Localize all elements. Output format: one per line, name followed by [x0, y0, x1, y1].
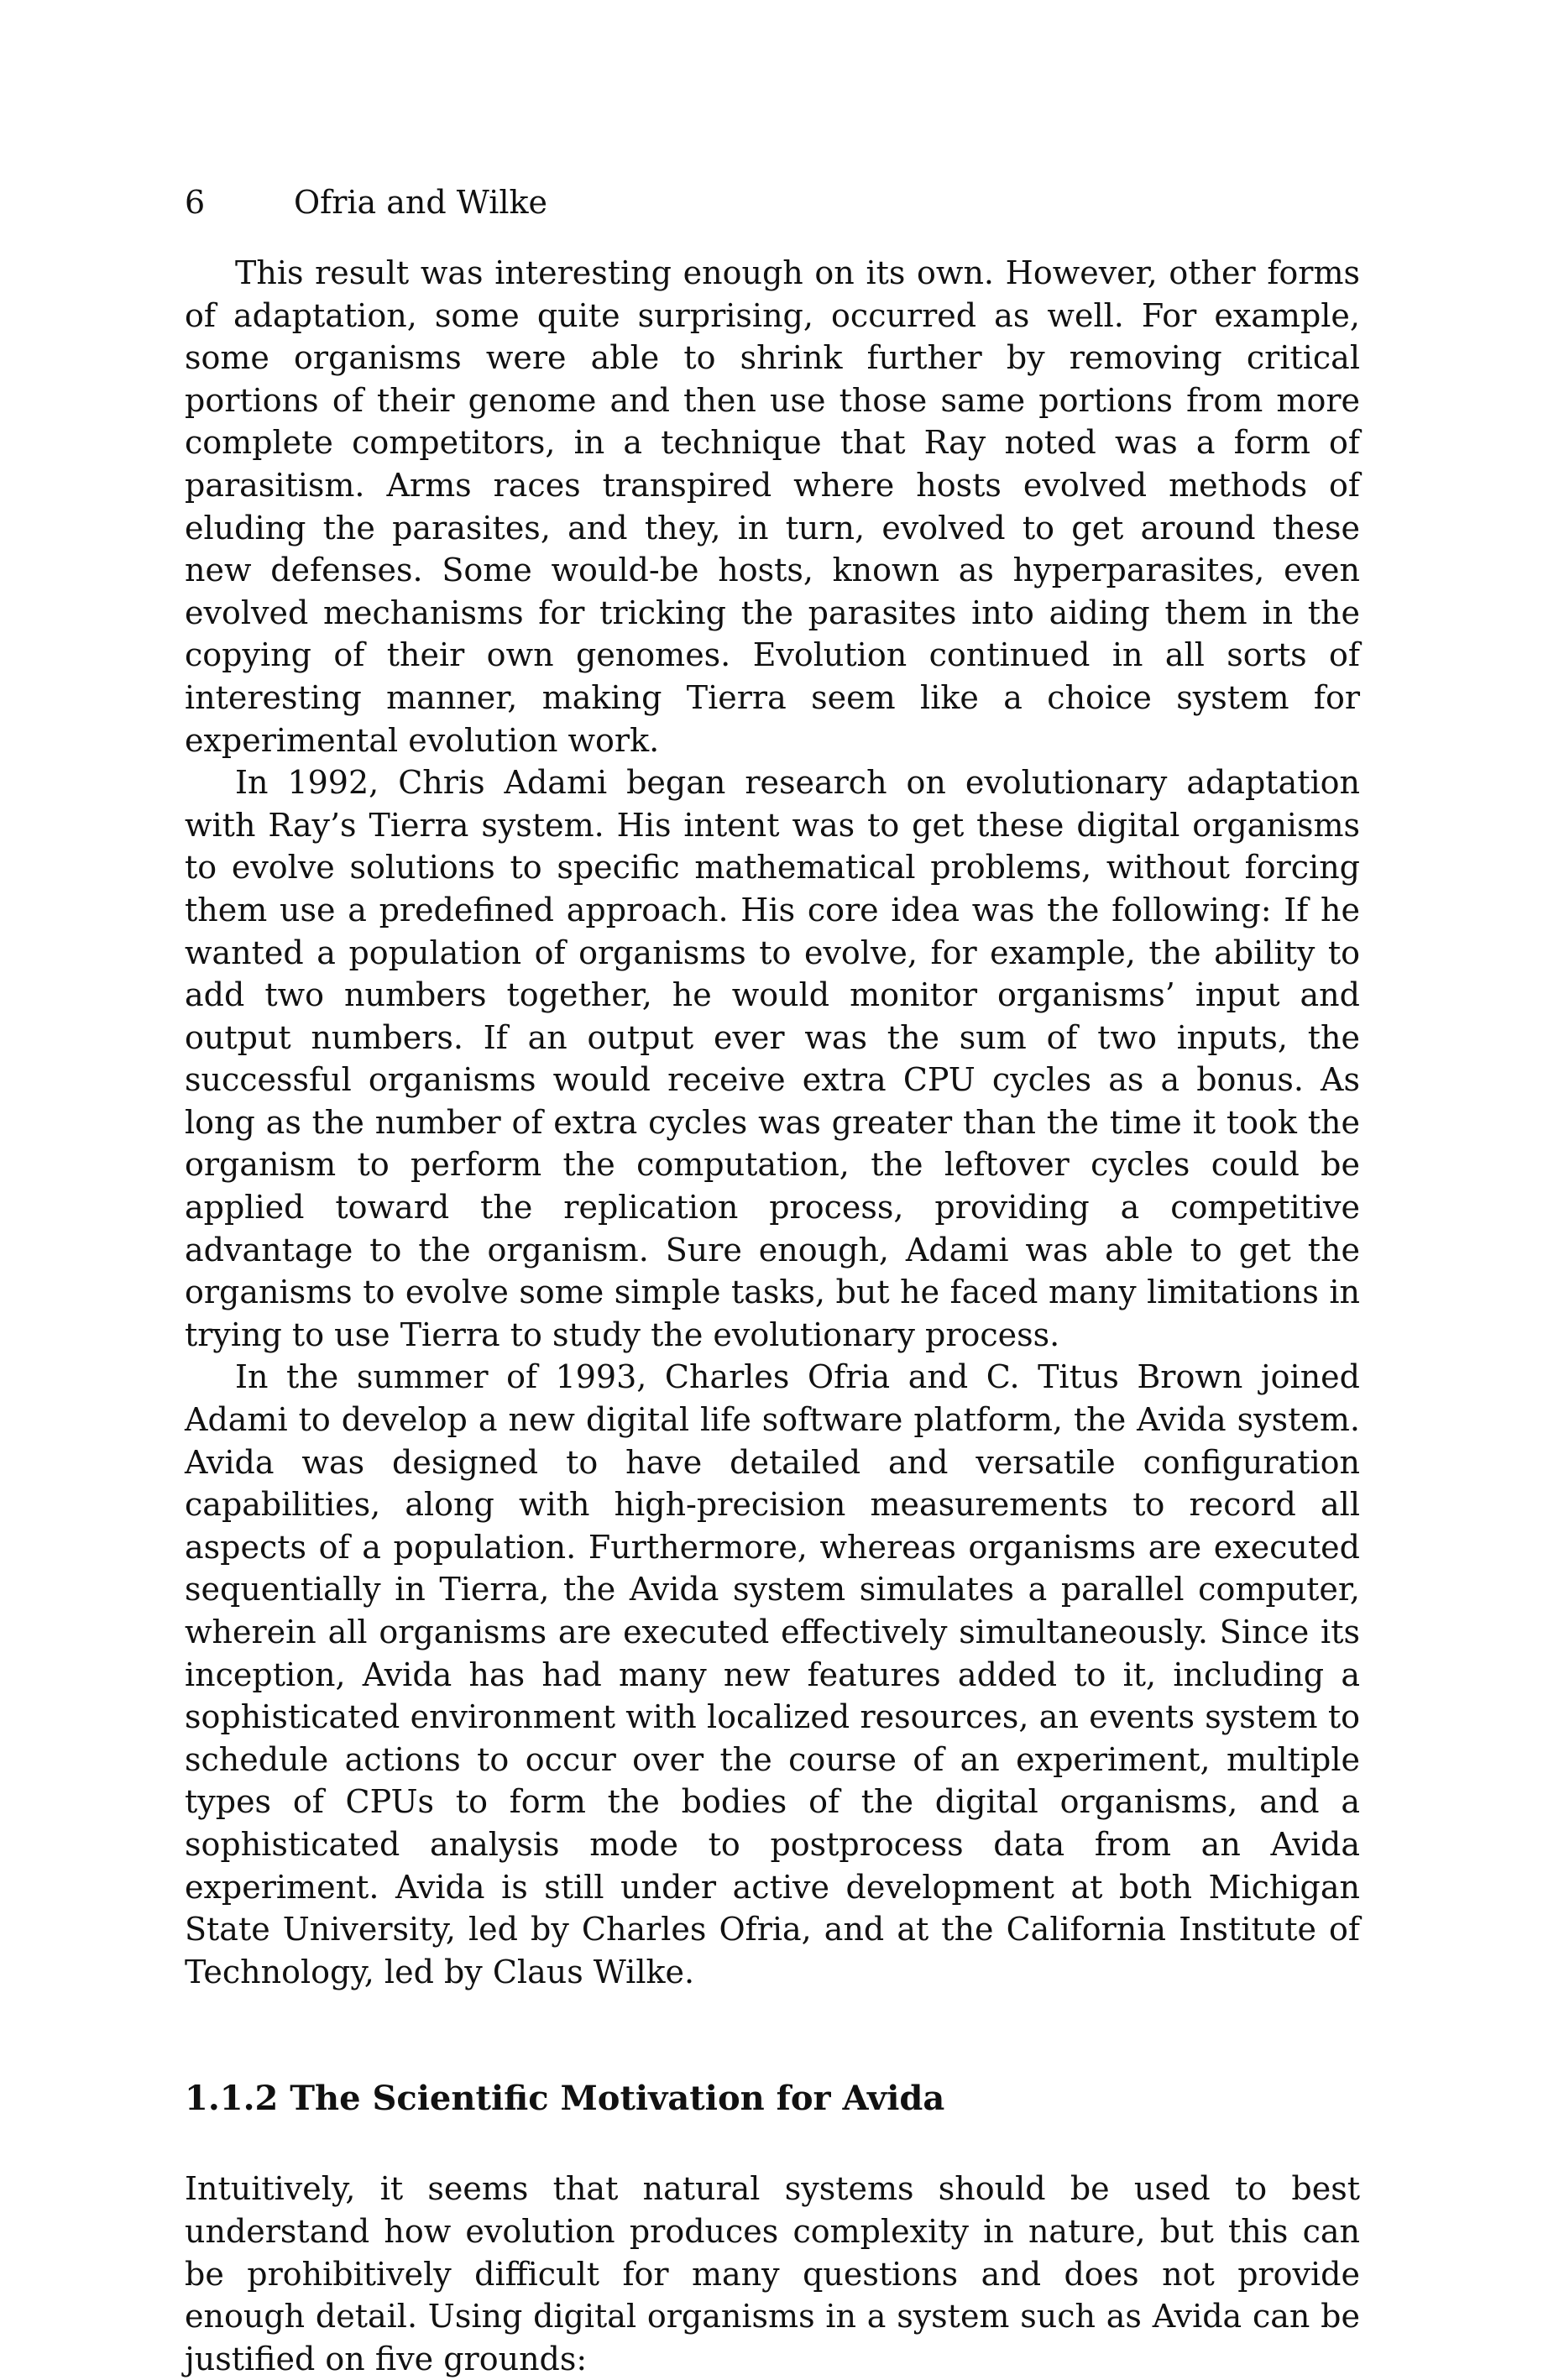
- paragraph-adami-1992: In 1992, Chris Adami began research on evolutionary adaptation with Ray’s Tierra system. His intent was to get these digital organisms to evolve solutions to specific mathematical problems, without forcing them use a predefined approach. His core idea was the following: If he wanted a population of organisms to evolve, for example, the ability to add two numbers together, he would monitor organisms’ input and output numbers. If an output ever was the sum of two inputs, the successful organisms would receive extra CPU cycles as a bonus. As long as the number of extra cycles was greater than the time it took the organism to perform the computation, the leftover cycles could be applied toward the replication process, providing a competitive advantage to the organism. Sure enough, Adami was able to get the organisms to evolve some simple tasks, but he faced many limitations in trying to use Tierra to study the evolutionary process.: [185, 764, 1360, 1353]
- running-head-authors: Ofria and Wilke: [294, 184, 548, 221]
- running-head: [185, 184, 548, 221]
- paragraph-tierra-adaptation: This result was interesting enough on its own. However, other forms of adaptation, some quite surprising, occurred as well. For example, some organisms were able to shrink further by removing critical portions of their genome and then use those same portions from more complete competitors, in a technique that Ray noted was a form of parasitism. Arms races transpired where hosts evolved methods of eluding the parasites, and they, in turn, evolved to get around these new defenses. Some would-be hosts, known as hyperparasites, even evolved mechanisms for tricking the parasites into aiding them in the copying of their own genomes. Evolution continued in all sorts of interesting manner, making Tierra seem like a choice system for experimental evolution work.: [185, 254, 1360, 759]
- body-text: [185, 252, 1360, 2380]
- section-heading: 1.1.2 The Scientific Motivation for Avida: [185, 2079, 945, 2119]
- paragraph-scientific-motivation: Intuitively, it seems that natural systems should be used to best understand how evolution produces complexity in nature, but this can be prohibitively difficult for many questions and does not provide enough detail. Using digital organisms in a system such as Avida can be justified on five grounds:: [185, 2170, 1360, 2377]
- page-number: 6: [185, 184, 206, 221]
- paragraph-avida-origin: In the summer of 1993, Charles Ofria and C. Titus Brown joined Adami to develop a new digital life software platform, the Avida system. Avida was designed to have detailed and versatile configuration capabilities, along with high-precision measurements to record all aspects of a population. Furthermore, whereas organisms are executed sequentially in Tierra, the Avida system simulates a parallel computer, wherein all organisms are executed effectively simultaneously. Since its inception, Avida has had many new features added to it, including a sophisticated environment with localized resources, an events system to schedule actions to occur over the course of an experiment, multiple types of CPUs to form the bodies of the digital organisms, and a sophisticated analysis mode to postprocess data from an Avida experiment. Avida is still under active development at both Michigan State University, led by Charles Ofria, and at the California Institute of Technology, led by Claus Wilke.: [185, 1358, 1360, 1990]
